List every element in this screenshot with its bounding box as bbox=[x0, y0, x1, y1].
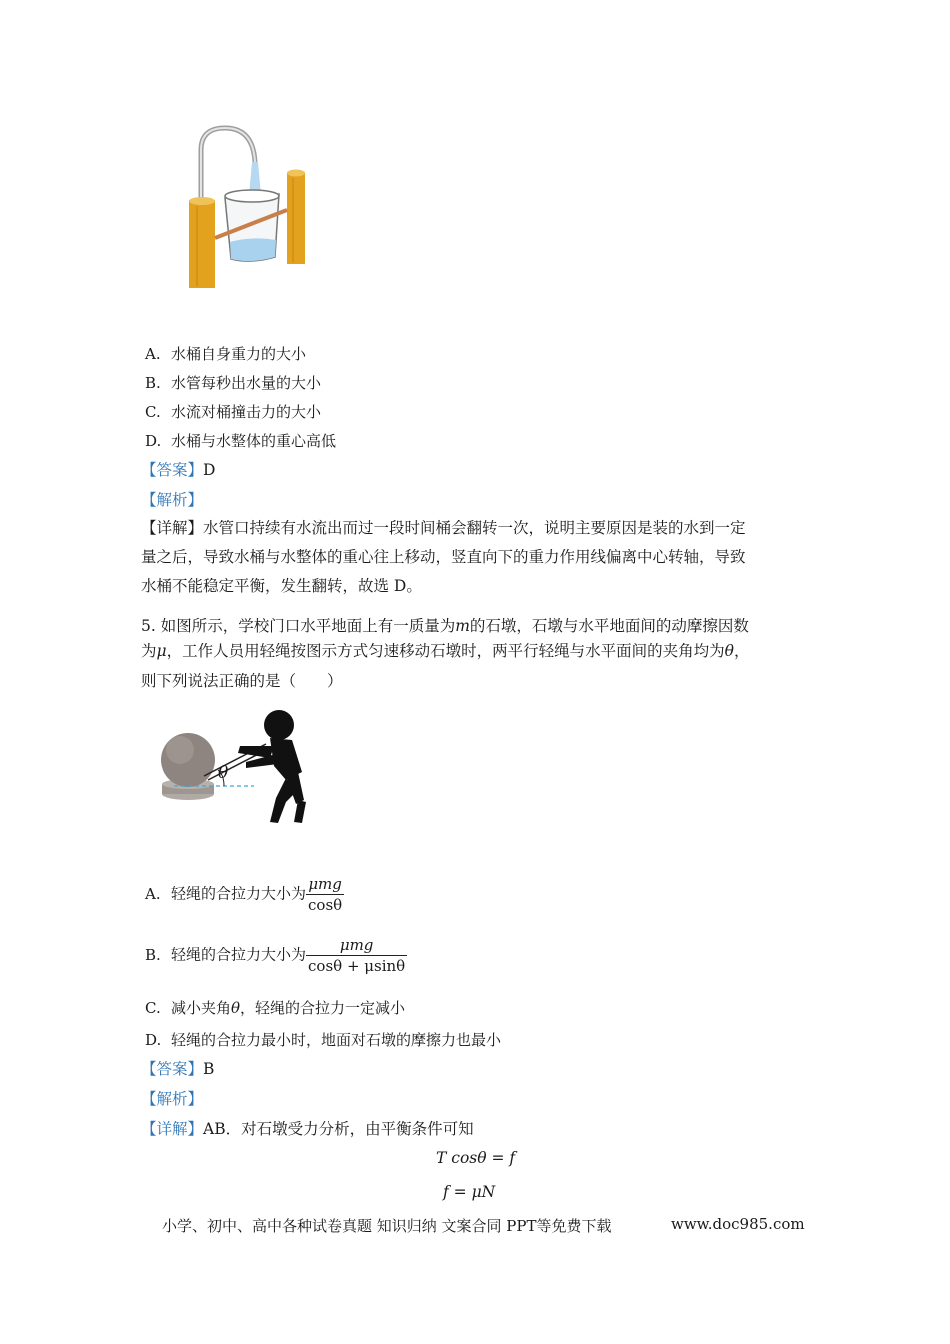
q4-detail bbox=[141, 514, 801, 601]
q5-answer bbox=[141, 1059, 214, 1079]
q4-option-d bbox=[145, 431, 336, 451]
answer-tag: 【答案】 bbox=[141, 1060, 204, 1078]
stem-text: ， bbox=[733, 642, 750, 660]
q4-option-c bbox=[145, 402, 321, 422]
theta-label: θ bbox=[218, 763, 229, 783]
fraction-denominator: cosθ bbox=[308, 896, 343, 914]
q5-option-d bbox=[145, 1030, 501, 1050]
stem-text: 5. 如图所示，学校门口水平地面上有一质量为 bbox=[141, 617, 456, 635]
option-text: 水管每秒出水量的大小 bbox=[171, 374, 322, 392]
equation-1: T cosθ = f bbox=[436, 1149, 516, 1167]
option-text: 水流对桶撞击力的大小 bbox=[171, 403, 322, 421]
theta-symbol: θ bbox=[724, 642, 734, 660]
q4-option-b bbox=[145, 373, 321, 393]
stem-text: ，工作人员用轻绳按图示方式匀速移动石墩时，两平行轻绳与水平面间的夹角均为 bbox=[166, 642, 725, 660]
option-text: 轻绳的合拉力最小时，地面对石墩的摩擦力也最小 bbox=[171, 1031, 502, 1049]
detail-tag: 【详解】 bbox=[141, 519, 204, 537]
stem-text: 为 bbox=[141, 642, 157, 660]
option-key: A. bbox=[145, 884, 161, 903]
q5-option-a bbox=[145, 874, 344, 915]
bucket-figure bbox=[185, 120, 315, 292]
option-key: D. bbox=[145, 432, 162, 450]
q4-analysis bbox=[141, 490, 203, 510]
detail-line-2: 量之后，导致水桶与水整体的重心往上移动，竖直向下的重力作用线偏离中心转轴，导致 bbox=[141, 548, 746, 566]
q5-stem-line-1 bbox=[141, 616, 749, 636]
q5-detail bbox=[141, 1119, 474, 1139]
stem-text: 的石墩，石墩与水平地面间的动摩擦因数 bbox=[469, 617, 749, 635]
q5-stem-line-2 bbox=[141, 641, 749, 661]
fraction-numerator: μmg bbox=[306, 935, 407, 956]
answer-value: D bbox=[203, 461, 216, 479]
q4-answer bbox=[141, 460, 215, 480]
option-key: A. bbox=[145, 345, 161, 363]
mu-symbol: μ bbox=[156, 642, 167, 660]
option-key: D. bbox=[145, 1031, 162, 1049]
option-text: ，轻绳的合拉力一定减小 bbox=[240, 999, 406, 1017]
q5-option-c bbox=[145, 998, 405, 1018]
answer-value: B bbox=[203, 1060, 215, 1078]
option-key: B. bbox=[145, 945, 161, 964]
detail-text: 水管口持续有水流出而过一段时间桶会翻转一次，说明主要原因是装的水到一定 bbox=[203, 519, 746, 537]
analysis-tag: 【解析】 bbox=[141, 1090, 204, 1108]
option-text: 轻绳的合拉力大小为 bbox=[171, 884, 307, 903]
theta-symbol: θ bbox=[231, 999, 241, 1017]
detail-tag: 【详解】 bbox=[141, 1120, 204, 1138]
equation-2: f = μN bbox=[443, 1183, 496, 1201]
stone-pier-figure bbox=[158, 700, 308, 828]
option-key: C. bbox=[145, 999, 161, 1017]
detail-line-1 bbox=[141, 514, 801, 543]
q4-option-a bbox=[145, 344, 306, 364]
option-text: 水桶自身重力的大小 bbox=[171, 345, 307, 363]
option-text: 轻绳的合拉力大小为 bbox=[171, 945, 307, 964]
option-key: C. bbox=[145, 403, 161, 421]
answer-tag: 【答案】 bbox=[141, 461, 204, 479]
fraction-a bbox=[306, 874, 344, 915]
option-text: 水桶与水整体的重心高低 bbox=[171, 432, 337, 450]
q5-stem-line-3: 则下列说法正确的是（ ） bbox=[141, 672, 343, 690]
q5-analysis bbox=[141, 1089, 203, 1109]
fraction-denominator: cosθ + μsinθ bbox=[308, 957, 406, 975]
detail-text: AB．对石墩受力分析，由平衡条件可知 bbox=[203, 1120, 474, 1138]
analysis-tag: 【解析】 bbox=[141, 491, 204, 509]
option-text: 减小夹角 bbox=[171, 999, 232, 1017]
footer-link[interactable]: www.doc985.com bbox=[671, 1215, 805, 1233]
footer-text: 小学、初中、高中各种试卷真题 知识归纳 文案合同 PPT等免费下载 bbox=[162, 1217, 612, 1235]
q5-option-b bbox=[145, 935, 407, 976]
detail-line-3: 水桶不能稳定平衡，发生翻转，故选 D。 bbox=[141, 577, 422, 595]
fraction-b bbox=[306, 935, 407, 976]
mass-symbol: m bbox=[455, 617, 470, 635]
fraction-numerator: μmg bbox=[306, 874, 344, 895]
option-key: B. bbox=[145, 374, 161, 392]
